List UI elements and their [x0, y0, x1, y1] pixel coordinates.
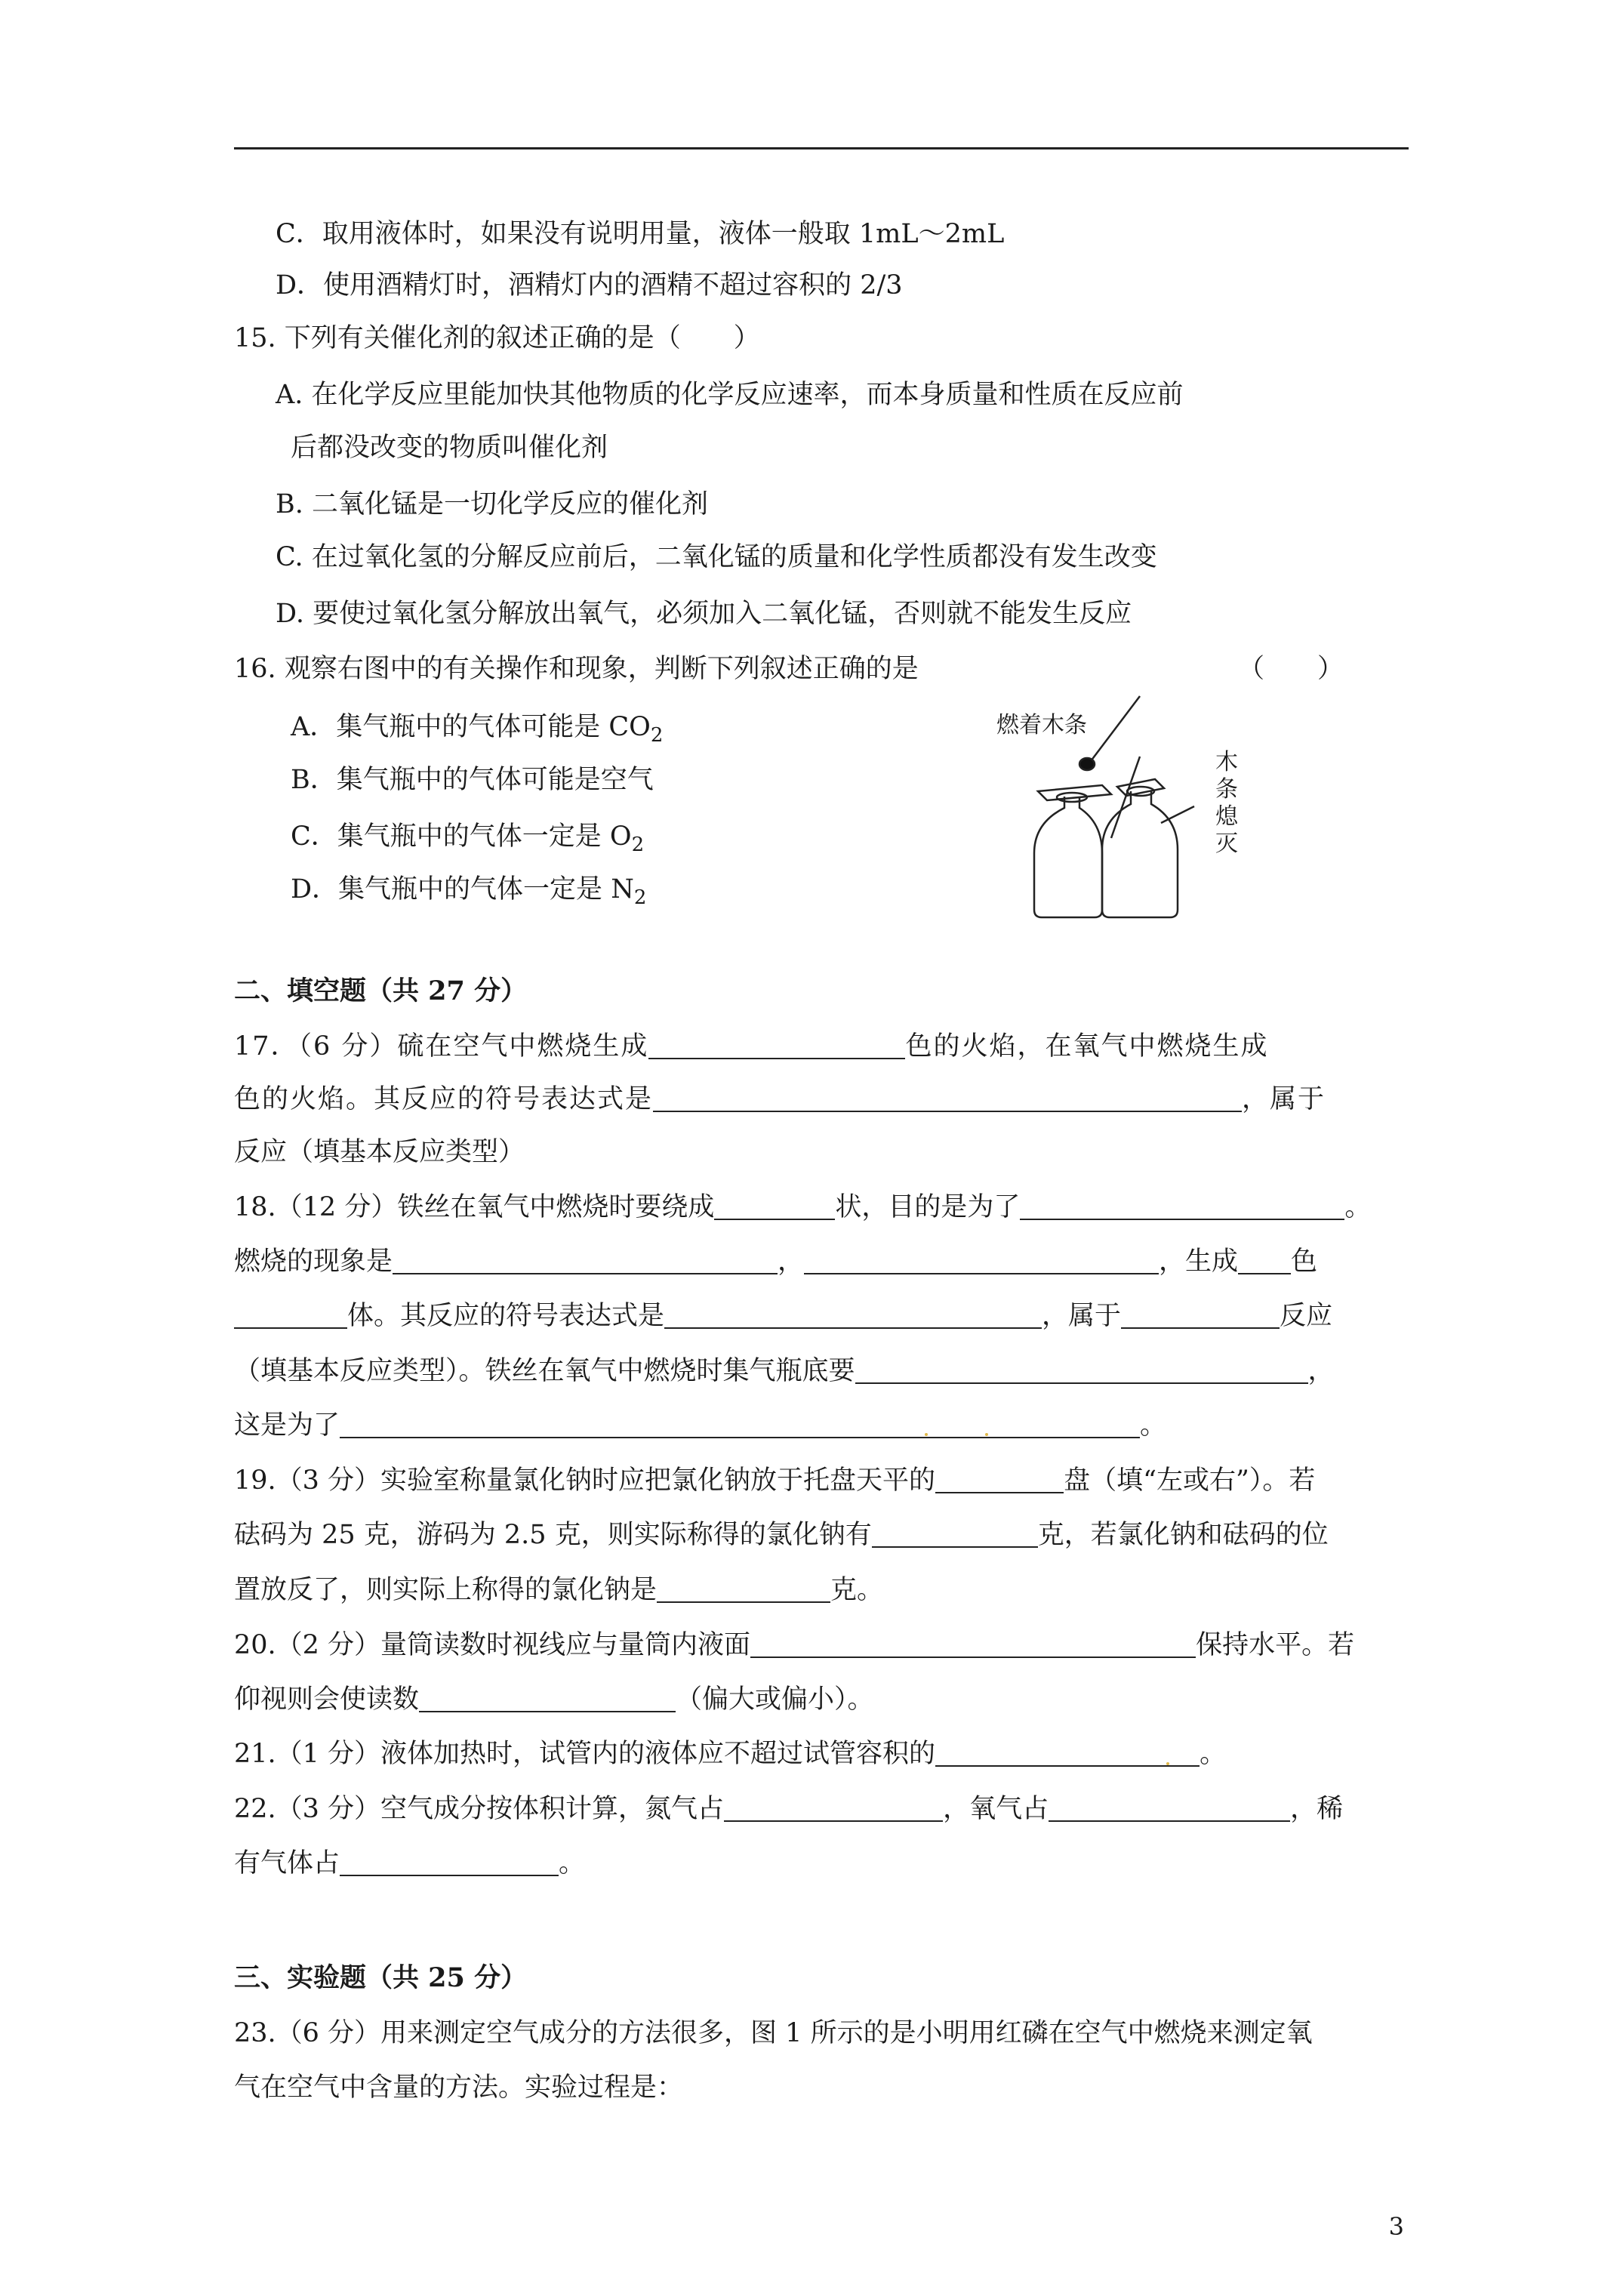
q16-option-c: C．集气瓶中的气体一定是 $O_2$	[291, 821, 645, 856]
q18-blank-6[interactable]	[234, 1300, 347, 1329]
q15-option-c: C. 在过氧化氢的分解反应前后，二氧化锰的质量和化学性质都没有发生改变	[276, 542, 1157, 572]
stick-extinguished-label: 木条熄灭	[1215, 749, 1238, 857]
q18-line1: 18.（12 分）铁丝在氧气中燃烧时要绕成 状，目的是为了 。	[234, 1192, 1372, 1222]
q22-line1: 22.（3 分）空气成分按体积计算，氮气占 ，氧气占 ，稀	[234, 1794, 1344, 1824]
q22-blank-2[interactable]	[1049, 1793, 1290, 1822]
q21-blank[interactable]	[935, 1738, 1200, 1767]
q14-option-c: C．取用液体时，如果没有说明用量，液体一般取 1mL～2mL	[276, 219, 1005, 249]
q16-option-a: A．集气瓶中的气体可能是 $CO_2$	[291, 712, 664, 747]
q15-option-a-line1: A. 在化学反应里能加快其他物质的化学反应速率，而本身质量和性质在反应前	[276, 380, 1184, 410]
q22-blank-1[interactable]	[724, 1793, 943, 1822]
q17-line3: 反应（填基本反应类型）	[234, 1137, 525, 1167]
q16-answer-paren: （ ）	[1238, 654, 1344, 684]
q18-blank-8[interactable]	[1121, 1300, 1280, 1329]
q22-blank-3[interactable]	[340, 1848, 559, 1876]
q17-blank-1[interactable]	[648, 1031, 905, 1059]
q18-blank-4[interactable]	[804, 1246, 1159, 1274]
scan-speck	[1166, 1762, 1169, 1765]
burning-stick-label: 燃着木条	[996, 712, 1087, 738]
page-number: 3	[1388, 2212, 1404, 2241]
scan-speck	[985, 1433, 988, 1436]
q20-blank-1[interactable]	[750, 1629, 1196, 1658]
q23-line1: 23.（6 分）用来测定空气成分的方法很多，图 1 所示的是小明用红磷在空气中燃烧来测定氧	[234, 2018, 1313, 2048]
q19-blank-1[interactable]	[935, 1465, 1064, 1493]
q18-blank-10[interactable]	[340, 1410, 1140, 1438]
scan-speck	[925, 1433, 928, 1436]
q21-line: 21.（1 分）液体加热时，试管内的液体应不超过试管容积的 。	[234, 1739, 1227, 1769]
q19-blank-3[interactable]	[657, 1574, 830, 1603]
q15-option-d: D. 要使过氧化氢分解放出氧气，必须加入二氧化锰，否则就不能发生反应	[276, 599, 1132, 629]
q15-option-a-line2: 后都没改变的物质叫催化剂	[291, 433, 608, 463]
q18-line2: 燃烧的现象是 ， ，生成 色	[234, 1247, 1318, 1277]
q15-stem: 15. 下列有关催化剂的叙述正确的是（ ）	[234, 323, 760, 353]
q23-line2: 气在空气中含量的方法。实验过程是：	[234, 2073, 684, 2103]
q18-blank-9[interactable]	[855, 1355, 1308, 1384]
section-2-heading: 二、填空题（共 27 分）	[234, 975, 528, 1006]
q19-line2: 砝码为 25 克，游码为 2.5 克，则实际称得的氯化钠有 克，若氯化钠和砝码的位	[234, 1520, 1329, 1550]
q20-blank-2[interactable]	[419, 1684, 676, 1712]
q16-option-d: D．集气瓶中的气体一定是 $N_2$	[291, 874, 647, 909]
q17-line2: 色的火焰。其反应的符号表达式是 ，属于	[234, 1084, 1326, 1114]
section-3-heading: 三、实验题（共 25 分）	[234, 1962, 528, 1993]
q18-line5: 这是为了 。	[234, 1410, 1167, 1441]
header-rule	[234, 147, 1409, 149]
q19-blank-2[interactable]	[872, 1519, 1038, 1548]
q16-option-b: B．集气瓶中的气体可能是空气	[291, 765, 654, 795]
q18-blank-7[interactable]	[664, 1300, 1042, 1329]
q18-blank-1[interactable]	[714, 1191, 835, 1220]
q18-blank-2[interactable]	[1020, 1191, 1344, 1220]
q16-stem: 16. 观察右图中的有关操作和现象，判断下列叙述正确的是	[234, 654, 919, 684]
q15-option-b: B. 二氧化锰是一切化学反应的催化剂	[276, 489, 708, 519]
q17-blank-2[interactable]	[653, 1083, 1242, 1112]
q19-line1: 19.（3 分）实验室称量氯化钠时应把氯化钠放于托盘天平的 盘（填“左或右”）。若	[234, 1465, 1316, 1496]
q19-line3: 置放反了，则实际上称得的氯化钠是 克。	[234, 1575, 884, 1605]
q18-line3: 体。其反应的符号表达式是 ，属于 反应	[234, 1299, 1332, 1333]
gas-bottle-figure	[996, 695, 1283, 921]
q20-line2: 仰视则会使读数 （偏大或偏小）。	[234, 1684, 874, 1715]
q20-line1: 20.（2 分）量筒读数时视线应与量筒内液面 保持水平。若	[234, 1630, 1355, 1660]
q17-line1: 17．（6 分）硫在空气中燃烧生成 色的火焰，在氧气中燃烧生成	[234, 1031, 1269, 1062]
q14-option-d: D．使用酒精灯时，酒精灯内的酒精不超过容积的 2/3	[276, 270, 903, 300]
q18-blank-5[interactable]	[1238, 1246, 1291, 1274]
q22-line2: 有气体占 。	[234, 1848, 586, 1878]
q18-blank-3[interactable]	[393, 1246, 778, 1274]
q18-line4: （填基本反应类型）。铁丝在氧气中燃烧时集气瓶底要 ，	[234, 1356, 1335, 1386]
